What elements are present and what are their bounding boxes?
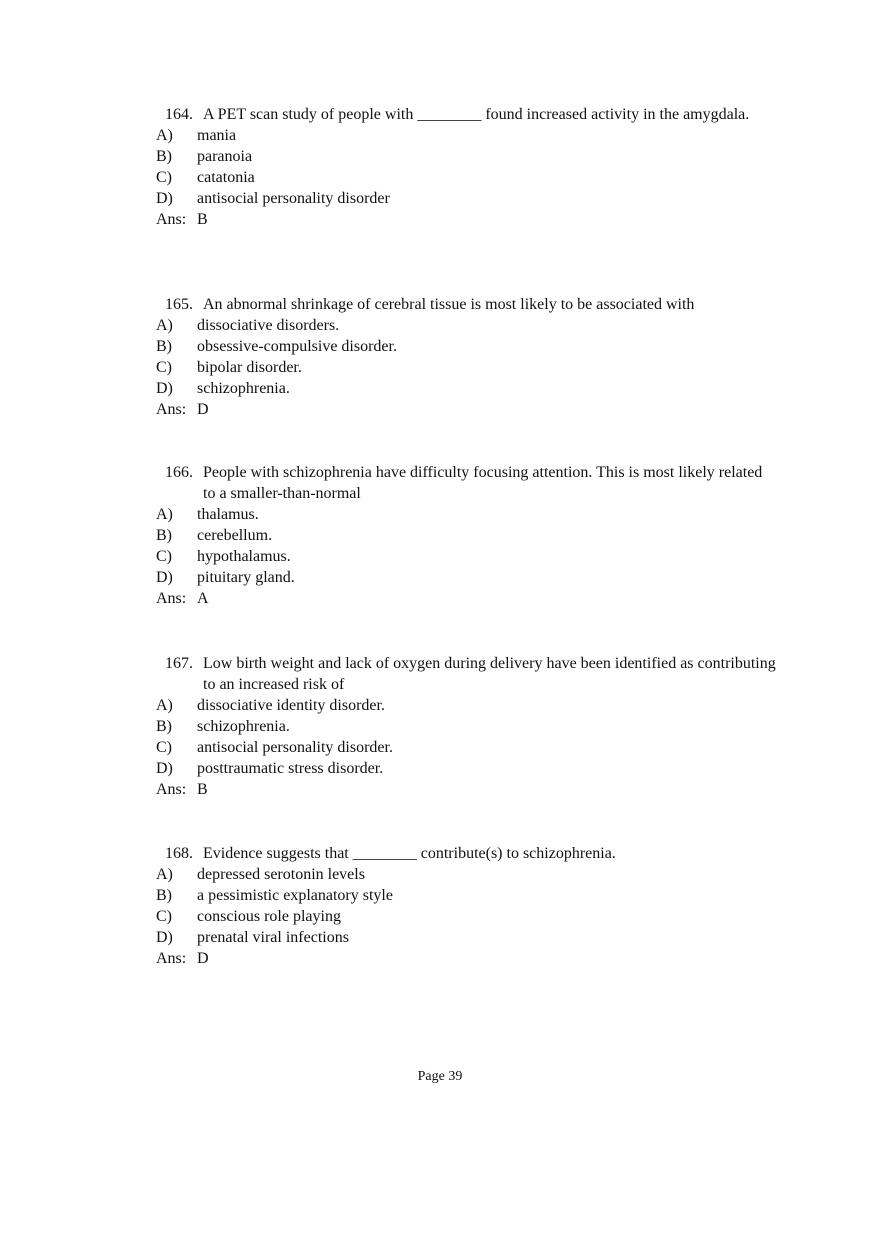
answer-value: D xyxy=(197,950,209,967)
option-c xyxy=(156,546,776,567)
option-text: a pessimistic explanatory style xyxy=(197,887,393,904)
answer-line xyxy=(156,948,776,969)
option-text: dissociative identity disorder. xyxy=(197,697,385,714)
option-text: posttraumatic stress disorder. xyxy=(197,760,384,777)
question-number: 167. xyxy=(165,655,193,672)
option-text: prenatal viral infections xyxy=(197,929,349,946)
option-letter: A) xyxy=(156,127,173,144)
option-c xyxy=(156,167,776,188)
answer-value: B xyxy=(197,211,208,228)
option-text: bipolar disorder. xyxy=(197,359,302,376)
answer-line xyxy=(156,588,776,609)
option-c xyxy=(156,906,776,927)
answer-line xyxy=(156,209,776,230)
question-number: 166. xyxy=(165,464,193,481)
question-164 xyxy=(156,104,776,230)
option-d xyxy=(156,188,776,209)
option-letter: C) xyxy=(156,169,172,186)
question-stem xyxy=(156,843,776,864)
question-stem xyxy=(156,653,776,695)
option-text: hypothalamus. xyxy=(197,548,291,565)
option-b xyxy=(156,716,776,737)
option-letter: A) xyxy=(156,866,173,883)
option-letter: A) xyxy=(156,506,173,523)
answer-value: A xyxy=(197,590,209,607)
question-stem xyxy=(156,104,776,125)
page-number: Page 39 xyxy=(417,1069,463,1084)
question-text: People with schizophrenia have difficulty focusing attention. This is most likely related to a smaller-than-normal xyxy=(203,464,763,502)
option-c xyxy=(156,357,776,378)
answer-label: Ans: xyxy=(156,211,187,228)
option-letter: A) xyxy=(156,697,173,714)
answer-label: Ans: xyxy=(156,590,187,607)
option-letter: D) xyxy=(156,929,173,946)
option-text: schizophrenia. xyxy=(197,718,290,735)
option-text: schizophrenia. xyxy=(197,380,290,397)
question-stem xyxy=(156,462,776,504)
option-text: depressed serotonin levels xyxy=(197,866,365,883)
option-letter: B) xyxy=(156,718,172,735)
question-number: 168. xyxy=(165,845,193,862)
option-letter: B) xyxy=(156,148,172,165)
answer-label: Ans: xyxy=(156,950,187,967)
answer-line xyxy=(156,779,776,800)
answer-value: B xyxy=(197,781,208,798)
option-letter: C) xyxy=(156,548,172,565)
option-a xyxy=(156,125,776,146)
option-text: cerebellum. xyxy=(197,527,273,544)
option-c xyxy=(156,737,776,758)
option-letter: C) xyxy=(156,359,172,376)
answer-line xyxy=(156,399,776,420)
option-letter: C) xyxy=(156,739,172,756)
question-167 xyxy=(156,653,776,800)
option-text: paranoia xyxy=(197,148,253,165)
option-b xyxy=(156,885,776,906)
option-d xyxy=(156,567,776,588)
option-a xyxy=(156,864,776,885)
option-text: antisocial personality disorder. xyxy=(197,739,393,756)
option-b xyxy=(156,336,776,357)
option-letter: D) xyxy=(156,190,173,207)
option-letter: B) xyxy=(156,887,172,904)
option-letter: D) xyxy=(156,760,173,777)
option-d xyxy=(156,927,776,948)
option-text: antisocial personality disorder xyxy=(197,190,390,207)
option-text: dissociative disorders. xyxy=(197,317,340,334)
option-a xyxy=(156,695,776,716)
question-165 xyxy=(156,294,776,420)
question-text: Evidence suggests that ________ contribute(s) to schizophrenia. xyxy=(203,845,616,862)
question-168 xyxy=(156,843,776,969)
option-text: pituitary gland. xyxy=(197,569,295,586)
option-letter: A) xyxy=(156,317,173,334)
option-text: thalamus. xyxy=(197,506,259,523)
option-b xyxy=(156,525,776,546)
option-letter: D) xyxy=(156,569,173,586)
option-letter: B) xyxy=(156,338,172,355)
option-a xyxy=(156,504,776,525)
option-text: conscious role playing xyxy=(197,908,341,925)
question-text: Low birth weight and lack of oxygen during delivery have been identified as contributing to an increased risk of xyxy=(203,655,776,693)
option-letter: B) xyxy=(156,527,172,544)
answer-label: Ans: xyxy=(156,401,187,418)
question-number: 165. xyxy=(165,296,193,313)
question-stem xyxy=(156,294,776,315)
option-d xyxy=(156,378,776,399)
option-a xyxy=(156,315,776,336)
answer-value: D xyxy=(197,401,209,418)
option-text: obsessive-compulsive disorder. xyxy=(197,338,397,355)
question-number: 164. xyxy=(165,106,193,123)
option-b xyxy=(156,146,776,167)
question-text: An abnormal shrinkage of cerebral tissue is most likely to be associated with xyxy=(203,296,695,313)
option-letter: D) xyxy=(156,380,173,397)
option-text: mania xyxy=(197,127,237,144)
option-text: catatonia xyxy=(197,169,255,186)
question-166 xyxy=(156,462,776,609)
question-text: A PET scan study of people with ________ found increased activity in the amygdala. xyxy=(203,106,750,123)
option-d xyxy=(156,758,776,779)
answer-label: Ans: xyxy=(156,781,187,798)
option-letter: C) xyxy=(156,908,172,925)
